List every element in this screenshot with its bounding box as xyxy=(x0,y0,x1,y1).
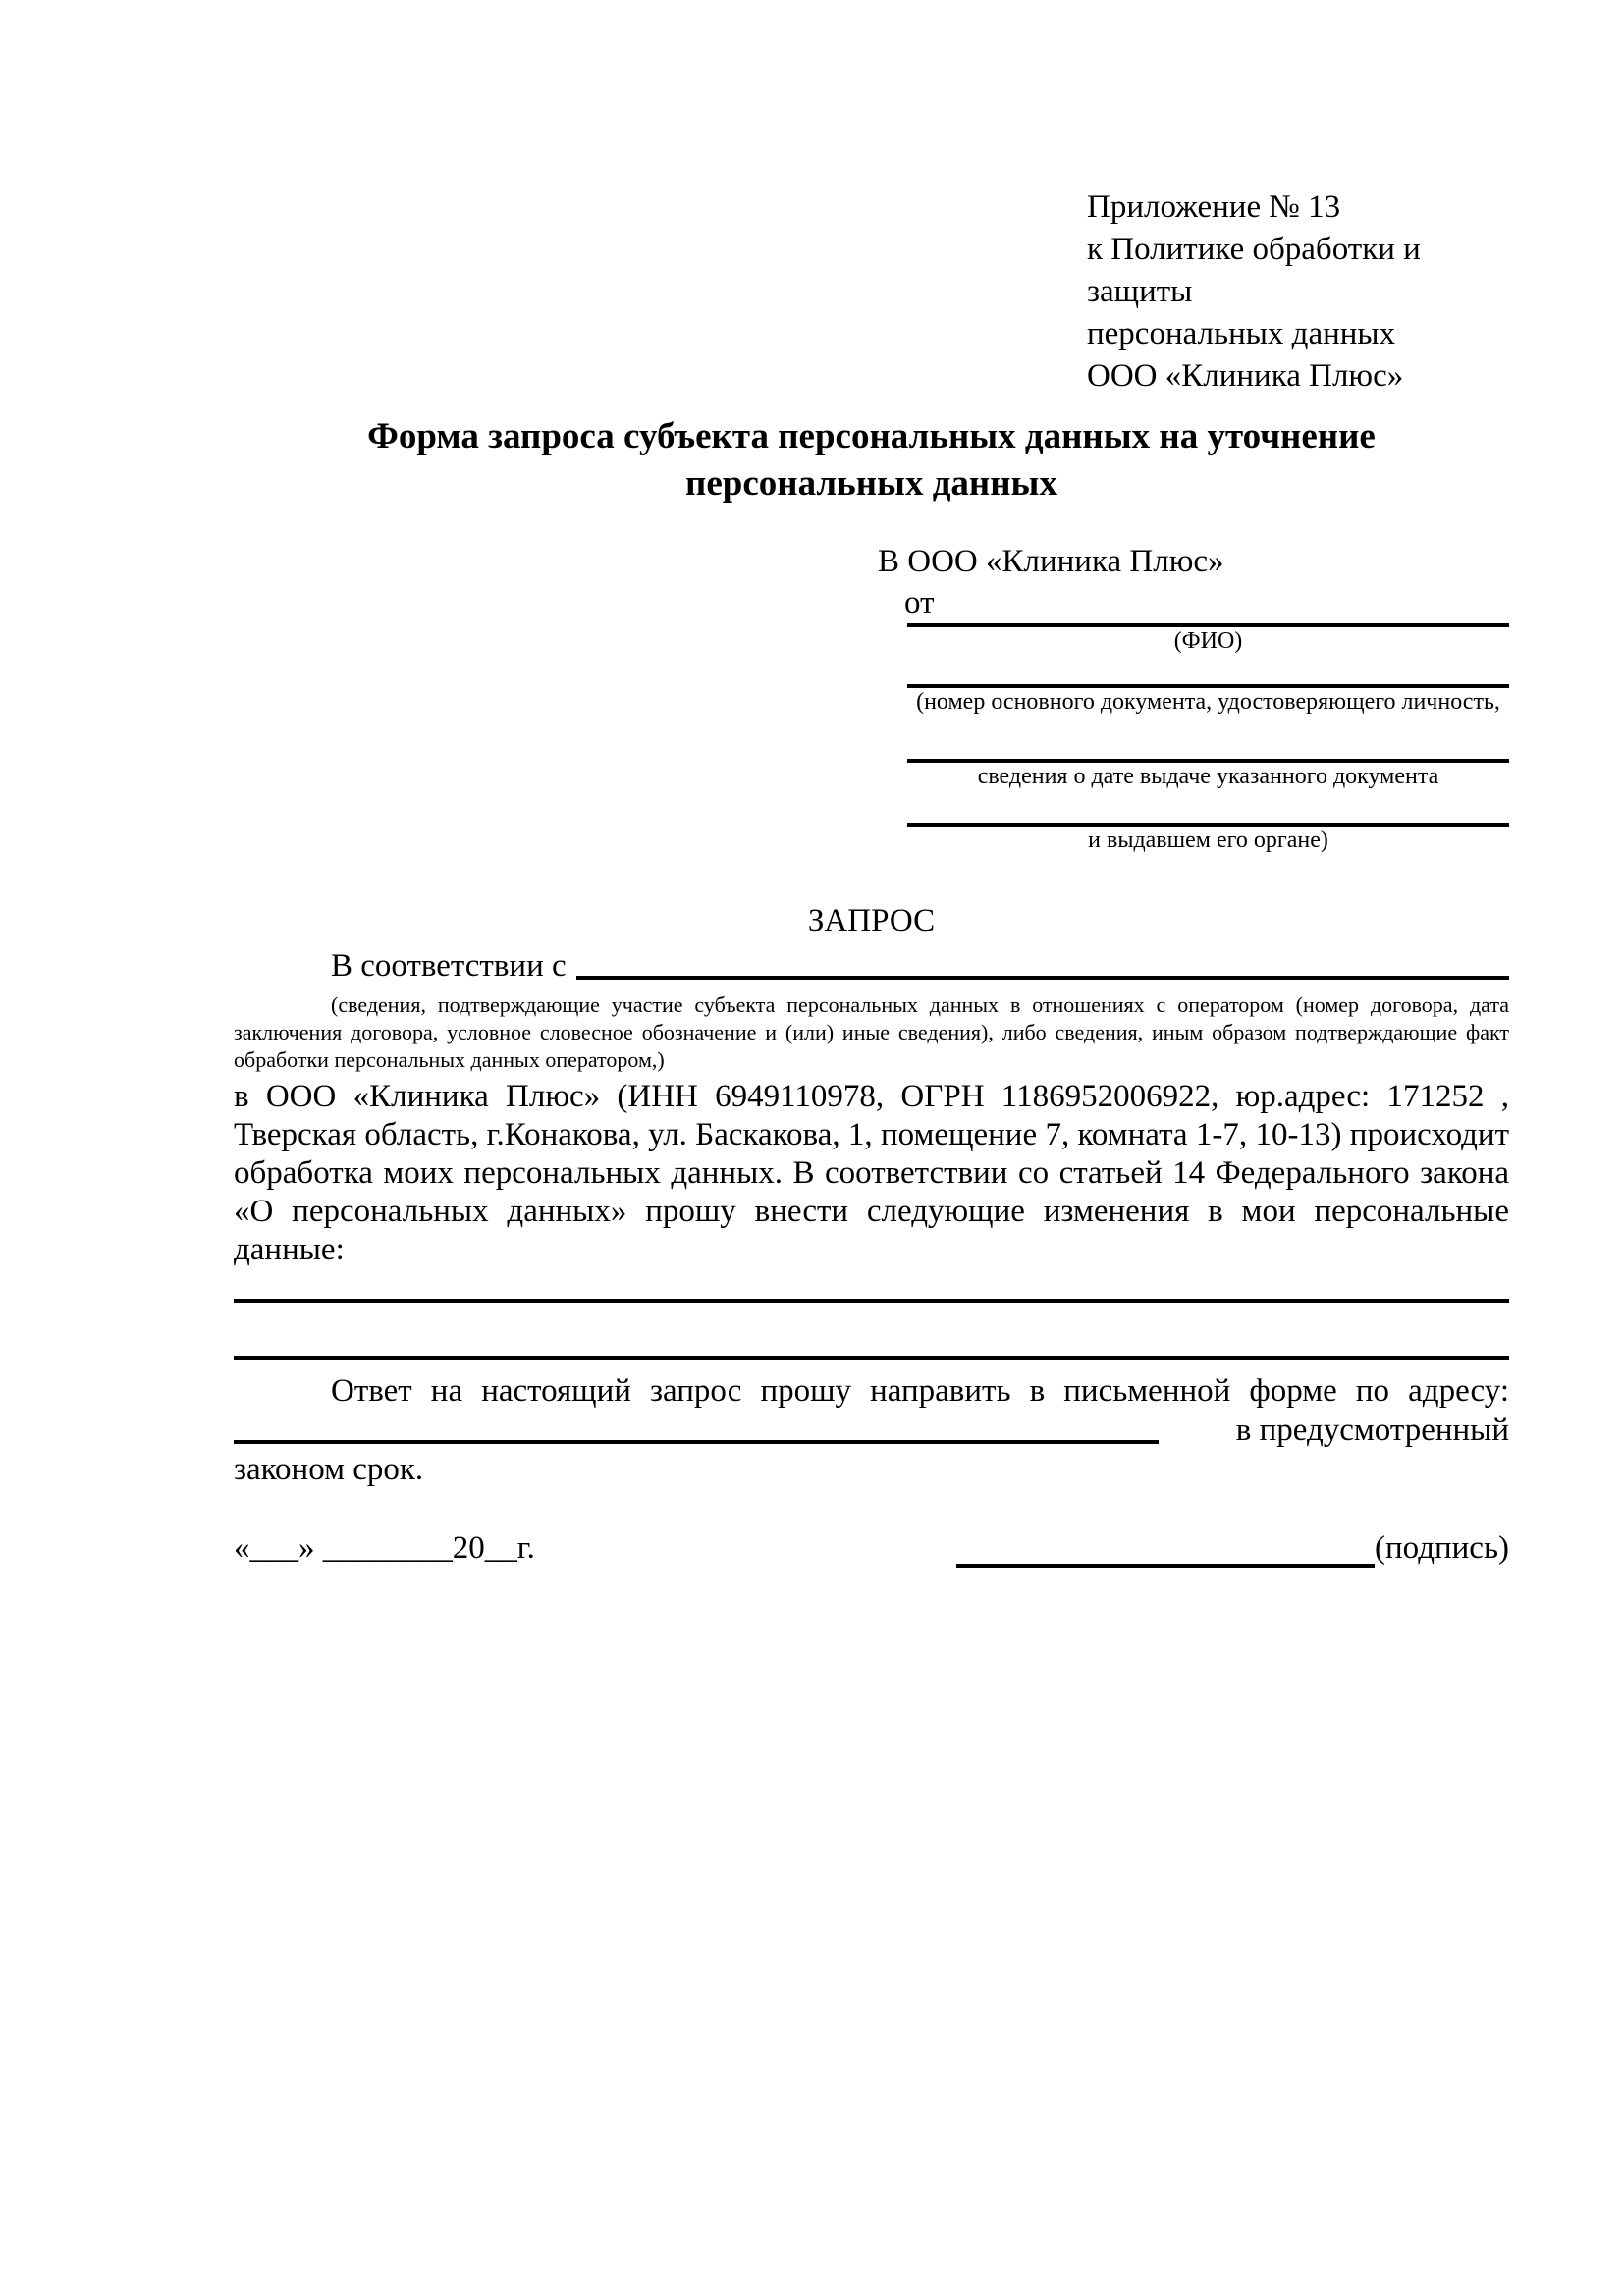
basis-field-line xyxy=(576,976,1509,980)
page-title-line: Форма запроса субъекта персональных данных на уточнение xyxy=(367,416,1376,456)
signature-caption: (подпись) xyxy=(1375,1530,1509,1566)
issue-date-caption: сведения о дате выдаче указанного документа xyxy=(977,764,1439,789)
page-title xyxy=(234,413,1509,507)
signature-row xyxy=(234,1528,1509,1568)
reply-address-field-line xyxy=(234,1440,1159,1444)
reply-paragraph-line-2 xyxy=(234,1411,1509,1450)
signature-field-line xyxy=(956,1528,1375,1568)
request-heading: ЗАПРОС xyxy=(807,903,936,938)
changes-field-line-1 xyxy=(234,1299,1509,1303)
reply-paragraph-line-3: законом срок. xyxy=(234,1452,424,1487)
reply-paragraph-line-1: Ответ на настоящий запрос прошу направить в письменной форме по адресу: xyxy=(331,1373,1509,1409)
fio-caption: (ФИО) xyxy=(1173,628,1243,654)
date-field: «___» ________20__г. xyxy=(234,1530,535,1566)
basis-lead-text: В соответствии с xyxy=(331,948,567,984)
appendix-line: Приложение № 13 xyxy=(1087,189,1341,225)
appendix-line: к Политике обработки и защиты xyxy=(1087,232,1421,309)
appendix-line: персональных данных xyxy=(1087,316,1396,351)
appendix-line: ООО «Клиника Плюс» xyxy=(1087,358,1404,394)
addressee-block xyxy=(878,541,1509,854)
basis-row xyxy=(234,946,1509,986)
request-body-paragraph: в ООО «Клиника Плюс» (ИНН 6949110978, ОГРН 1186952006922, юр.адрес: 171252 , Тверская область, г.Конакова, ул. Баскакова, 1, помещение 7, комната 1-7, 10-13) происходит обработка моих персональных данных. В соответствии со статьей 14 Федерального закона «О персональных данных» прошу внести следующие изменения в мои персональные данные: xyxy=(234,1079,1509,1267)
reply-paragraph-tail: в предусмотренный xyxy=(1235,1413,1509,1448)
issuing-authority-caption: и выдавшем его органе) xyxy=(1088,828,1328,853)
appendix-note xyxy=(1087,187,1509,398)
changes-field-line-2 xyxy=(234,1356,1509,1360)
id-document-caption: (номер основного документа, удостоверяющего личность, xyxy=(916,689,1500,715)
addressee-from-label: от xyxy=(904,585,935,620)
addressee-to: В ООО «Клиника Плюс» xyxy=(878,544,1224,579)
basis-footnote: (сведения, подтверждающие участие субъекта персональных данных в отношениях с оператором (номер договора, дата заключения договора, условное словесное обозначение и (или) иные сведения), либо сведения, иным образом подтверждающие факт обработки персональных данных оператором,) xyxy=(234,992,1509,1072)
page-title-line: персональных данных xyxy=(685,463,1057,504)
signature-field xyxy=(956,1528,1509,1568)
